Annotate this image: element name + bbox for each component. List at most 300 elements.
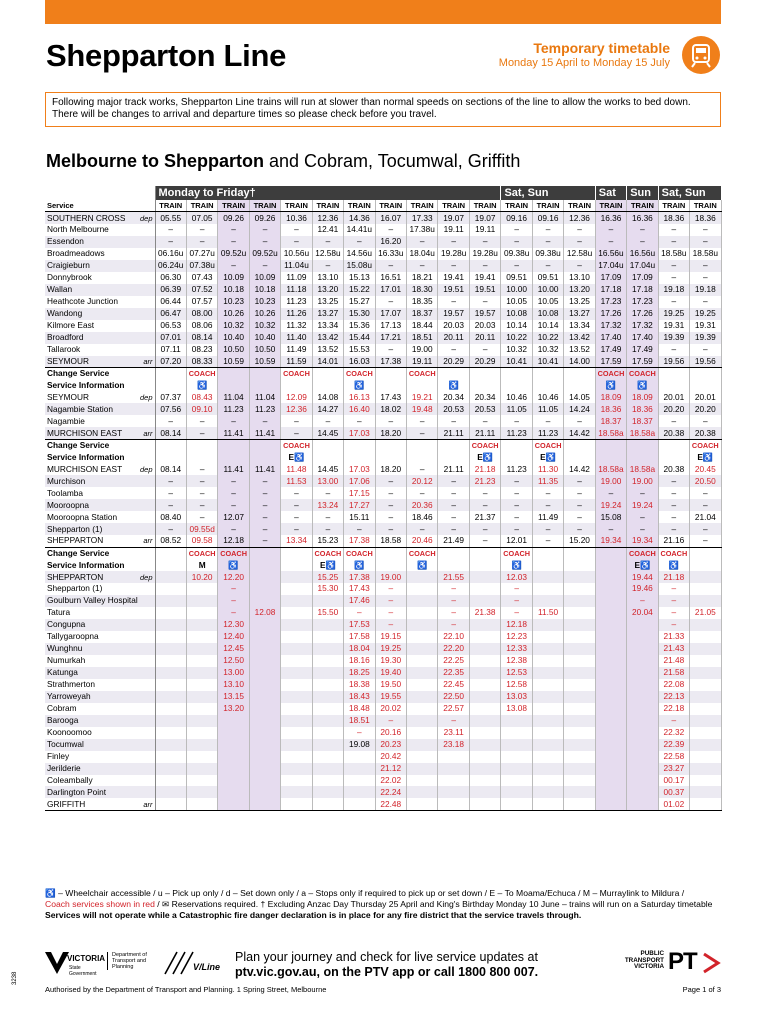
time-cell: 20.45 — [690, 463, 721, 475]
time-cell — [564, 643, 595, 655]
time-cell: 11.49 — [281, 344, 312, 356]
time-cell: – — [658, 619, 689, 631]
time-cell — [595, 619, 626, 631]
time-cell — [155, 619, 186, 631]
timetable-row — [45, 224, 721, 236]
time-cell: 11.41 — [218, 427, 249, 439]
time-cell — [469, 775, 501, 787]
time-cell: – — [658, 224, 689, 236]
time-cell — [690, 559, 721, 571]
legend-line: ♿ – Wheelchair accessible / u – Pick up only / d – Set down only / a – Stops only if required to pick up or set down / E – To Moama/Echuca / M – Murraylink to Mildura / — [45, 888, 685, 898]
time-cell — [407, 643, 438, 655]
timetable-row — [45, 739, 721, 751]
time-cell: 12.45 — [218, 643, 249, 655]
timetable-row — [45, 332, 721, 344]
time-cell: – — [658, 511, 689, 523]
time-cell: 19.18 — [690, 284, 721, 296]
time-cell: 21.11 — [438, 427, 469, 439]
time-cell: ♿ — [186, 380, 217, 392]
time-cell: 19.57 — [438, 308, 469, 320]
time-cell — [469, 691, 501, 703]
time-cell — [312, 679, 343, 691]
time-cell — [186, 798, 217, 810]
time-cell — [407, 571, 438, 583]
time-cell — [218, 380, 249, 392]
time-cell: 17.23 — [627, 296, 658, 308]
station-name — [45, 296, 155, 308]
time-cell — [690, 380, 721, 392]
time-cell: – — [438, 415, 469, 427]
timetable-row — [45, 775, 721, 787]
station-name — [45, 475, 155, 487]
time-cell: COACH — [501, 547, 532, 559]
time-cell: – — [501, 475, 532, 487]
time-cell: – — [564, 511, 595, 523]
time-cell: COACH — [407, 368, 438, 380]
time-cell — [532, 739, 563, 751]
time-cell — [501, 798, 532, 810]
time-cell: 15.44 — [344, 332, 375, 344]
time-cell: – — [438, 475, 469, 487]
time-cell: 12.20 — [218, 571, 249, 583]
time-cell — [249, 643, 280, 655]
time-cell: – — [155, 487, 186, 499]
time-cell — [186, 703, 217, 715]
time-cell — [155, 547, 186, 559]
time-cell: – — [375, 715, 406, 727]
time-cell: 10.56u — [281, 248, 312, 260]
arr-dep-label: dep — [139, 213, 153, 223]
time-cell: 18.58a — [627, 427, 658, 439]
timetable-row — [45, 798, 721, 810]
time-cell: – — [438, 523, 469, 535]
time-cell — [407, 631, 438, 643]
time-cell: – — [532, 260, 563, 272]
time-cell: – — [469, 487, 501, 499]
time-cell: 09.26 — [249, 212, 280, 224]
time-cell: 12.58u — [312, 248, 343, 260]
time-cell: 18.35 — [407, 296, 438, 308]
time-cell — [690, 703, 721, 715]
time-cell: – — [690, 487, 721, 499]
time-cell — [155, 703, 186, 715]
station-label: Kilmore East — [47, 320, 95, 331]
time-cell — [627, 751, 658, 763]
time-cell — [564, 607, 595, 619]
time-cell: 17.43 — [375, 392, 406, 404]
time-cell: 11.05 — [501, 403, 532, 415]
time-cell: – — [312, 260, 343, 272]
time-cell — [344, 786, 375, 798]
timetable-row — [45, 487, 721, 499]
time-cell: COACH — [407, 547, 438, 559]
station-name — [45, 631, 155, 643]
time-cell: TRAIN — [249, 200, 280, 212]
time-cell: 22.35 — [438, 667, 469, 679]
vline-text: V/Line — [193, 962, 221, 972]
time-cell — [312, 798, 343, 810]
time-cell: 11.04 — [249, 392, 280, 404]
station-label: Nagambie — [47, 415, 85, 426]
time-cell — [249, 775, 280, 787]
time-cell: TRAIN — [595, 200, 626, 212]
time-cell: 19.48 — [407, 403, 438, 415]
time-cell: TRAIN — [344, 200, 375, 212]
time-cell — [469, 368, 501, 380]
time-cell — [312, 619, 343, 631]
time-cell: 18.51 — [344, 715, 375, 727]
time-cell: M — [186, 559, 217, 571]
time-cell: 12.18 — [501, 619, 532, 631]
time-cell: – — [407, 236, 438, 248]
time-cell — [532, 583, 563, 595]
time-cell: E♿ — [312, 559, 343, 571]
time-cell: 14.42 — [564, 463, 595, 475]
time-cell — [469, 751, 501, 763]
time-cell — [218, 451, 249, 463]
time-cell — [627, 691, 658, 703]
time-cell — [249, 439, 280, 451]
time-cell — [595, 595, 626, 607]
station-label: SEYMOUR — [47, 355, 89, 366]
time-cell: 19.00 — [375, 571, 406, 583]
time-cell: 20.38 — [658, 427, 689, 439]
fire-notice — [45, 910, 721, 921]
time-cell: – — [438, 619, 469, 631]
time-cell — [595, 439, 626, 451]
time-cell: TRAIN — [186, 200, 217, 212]
time-cell: 11.23 — [501, 427, 532, 439]
time-cell: – — [438, 607, 469, 619]
time-cell: 11.23 — [501, 463, 532, 475]
plan-journey-text — [235, 950, 538, 980]
time-cell — [407, 751, 438, 763]
time-cell — [407, 607, 438, 619]
time-cell: 12.30 — [218, 619, 249, 631]
time-cell: TRAIN — [155, 200, 186, 212]
station-label: Wandong — [47, 308, 83, 319]
time-cell: – — [344, 415, 375, 427]
station-label: Nagambie Station — [47, 403, 113, 414]
time-cell: 15.11 — [344, 511, 375, 523]
time-cell — [595, 775, 626, 787]
time-cell — [186, 619, 217, 631]
coach-red-note: Coach services shown in red — [45, 899, 155, 909]
time-cell: – — [155, 224, 186, 236]
time-cell: 13.00 — [312, 475, 343, 487]
time-cell: 06.30 — [155, 272, 186, 284]
time-cell: E♿ — [469, 451, 501, 463]
timetable-row — [45, 368, 721, 380]
time-cell — [595, 451, 626, 463]
time-cell: – — [281, 499, 312, 511]
time-cell: 16.20 — [375, 236, 406, 248]
time-cell: 18.44 — [407, 320, 438, 332]
time-cell — [155, 439, 186, 451]
time-cell: 17.06 — [344, 475, 375, 487]
time-cell — [186, 583, 217, 595]
time-cell — [532, 547, 563, 559]
time-cell: 18.36 — [627, 403, 658, 415]
time-cell — [281, 571, 312, 583]
timetable-row — [45, 427, 721, 439]
time-cell: 19.34 — [627, 535, 658, 547]
time-cell: 18.30 — [407, 284, 438, 296]
time-cell — [281, 583, 312, 595]
time-cell: 20.12 — [407, 475, 438, 487]
time-cell: – — [407, 523, 438, 535]
time-cell: COACH — [469, 439, 501, 451]
time-cell: – — [501, 511, 532, 523]
time-cell — [469, 739, 501, 751]
time-cell: 20.34 — [469, 392, 501, 404]
time-cell: TRAIN — [627, 200, 658, 212]
time-cell — [501, 739, 532, 751]
time-cell — [186, 595, 217, 607]
time-cell — [532, 679, 563, 691]
station-name — [45, 786, 155, 798]
time-cell: 16.03 — [344, 356, 375, 368]
time-cell: 20.50 — [690, 475, 721, 487]
station-label: SHEPPARTON — [47, 535, 104, 546]
station-label: Strathmerton — [47, 679, 95, 690]
station-label: SEYMOUR — [47, 391, 89, 402]
time-cell — [627, 786, 658, 798]
time-cell: 06.44 — [155, 296, 186, 308]
time-cell — [469, 595, 501, 607]
time-cell — [186, 775, 217, 787]
time-cell: 06.47 — [155, 308, 186, 320]
time-cell: – — [501, 415, 532, 427]
time-cell: 19.57 — [469, 308, 501, 320]
station-label: Heathcote Junction — [47, 296, 119, 307]
time-cell — [407, 703, 438, 715]
timetable-row — [45, 619, 721, 631]
time-cell: 08.14 — [155, 463, 186, 475]
plan-line-2: ptv.vic.gov.au, on the PTV app or call 1800 800 007. — [235, 965, 539, 979]
time-cell — [155, 667, 186, 679]
time-cell: 22.25 — [438, 655, 469, 667]
time-cell: E♿ — [532, 451, 563, 463]
time-cell — [407, 739, 438, 751]
station-label: Service Information — [47, 559, 125, 570]
time-cell — [281, 595, 312, 607]
time-cell: – — [690, 296, 721, 308]
station-name — [45, 427, 155, 439]
time-cell: – — [658, 475, 689, 487]
time-cell: 20.23 — [375, 739, 406, 751]
time-cell: 10.46 — [501, 392, 532, 404]
time-cell — [501, 380, 532, 392]
time-cell — [281, 667, 312, 679]
time-cell: 09.16 — [532, 212, 563, 224]
time-cell — [249, 380, 280, 392]
time-cell: – — [658, 236, 689, 248]
time-cell: 14.36 — [344, 212, 375, 224]
time-cell: 17.38 — [375, 356, 406, 368]
time-cell: 17.27 — [344, 499, 375, 511]
page-title: Shepparton Line — [46, 38, 287, 73]
time-cell: – — [281, 224, 312, 236]
station-label: Change Service — [47, 368, 110, 379]
time-cell — [469, 798, 501, 810]
time-cell: TRAIN — [564, 200, 595, 212]
time-cell — [155, 583, 186, 595]
time-cell: – — [249, 487, 280, 499]
time-cell: 11.41 — [249, 463, 280, 475]
time-cell: – — [218, 224, 249, 236]
time-cell: 13.03 — [501, 691, 532, 703]
time-cell — [532, 715, 563, 727]
time-cell — [595, 691, 626, 703]
time-cell: 18.38 — [344, 679, 375, 691]
time-cell: 09.51 — [532, 272, 563, 284]
time-cell: 20.42 — [375, 751, 406, 763]
time-cell — [155, 631, 186, 643]
time-cell: ♿ — [627, 380, 658, 392]
time-cell: 17.09 — [627, 272, 658, 284]
station-label: Barooga — [47, 715, 79, 726]
time-cell: E♿ — [690, 451, 721, 463]
time-cell — [281, 655, 312, 667]
time-cell — [344, 451, 375, 463]
time-cell: – — [564, 415, 595, 427]
time-cell — [690, 715, 721, 727]
time-cell: 16.51 — [375, 272, 406, 284]
time-cell: – — [438, 236, 469, 248]
time-cell: 12.36 — [281, 403, 312, 415]
time-cell: 18.20 — [375, 463, 406, 475]
station-label: Tatura — [47, 607, 71, 618]
time-cell: 11.18 — [281, 284, 312, 296]
time-cell: 14.08 — [312, 392, 343, 404]
time-cell: 18.36 — [658, 212, 689, 224]
time-cell: 08.40 — [155, 511, 186, 523]
time-cell — [186, 667, 217, 679]
time-cell: 19.24 — [595, 499, 626, 511]
time-cell — [595, 631, 626, 643]
time-cell: 15.50 — [312, 607, 343, 619]
time-cell: 11.26 — [281, 308, 312, 320]
time-cell: 11.41 — [218, 463, 249, 475]
time-cell: 08.14 — [155, 427, 186, 439]
time-cell: – — [375, 523, 406, 535]
time-cell — [564, 739, 595, 751]
time-cell: 13.10 — [312, 272, 343, 284]
station-label: Wunghnu — [47, 643, 83, 654]
station-name — [45, 332, 155, 344]
time-cell: – — [438, 344, 469, 356]
time-cell — [627, 667, 658, 679]
time-cell: 20.16 — [375, 727, 406, 739]
ptv-victoria: VICTORIA — [634, 963, 664, 970]
time-cell: 21.49 — [438, 535, 469, 547]
time-cell — [501, 786, 532, 798]
time-cell — [469, 727, 501, 739]
station-label: Tallarook — [47, 344, 81, 355]
time-cell — [249, 619, 280, 631]
time-cell: 19.41 — [438, 272, 469, 284]
time-cell — [186, 655, 217, 667]
time-cell: – — [218, 607, 249, 619]
time-cell — [186, 643, 217, 655]
time-cell: 10.23 — [218, 296, 249, 308]
time-cell — [407, 775, 438, 787]
time-cell — [564, 667, 595, 679]
station-label: Broadford — [47, 332, 84, 343]
time-cell: 13.24 — [312, 499, 343, 511]
station-label: Mooroopna Station — [47, 511, 118, 522]
timetable-row — [45, 786, 721, 798]
time-cell: 14.45 — [312, 427, 343, 439]
time-cell — [375, 451, 406, 463]
time-cell — [249, 631, 280, 643]
time-cell — [312, 380, 343, 392]
time-cell — [407, 798, 438, 810]
time-cell: – — [249, 511, 280, 523]
time-cell — [312, 786, 343, 798]
time-cell: 13.25 — [564, 296, 595, 308]
time-cell — [501, 368, 532, 380]
time-cell — [438, 451, 469, 463]
time-cell: 17.26 — [595, 308, 626, 320]
time-cell: 20.11 — [438, 332, 469, 344]
time-cell — [312, 703, 343, 715]
time-cell: – — [218, 583, 249, 595]
time-cell: 13.34 — [312, 320, 343, 332]
timetable-row — [45, 248, 721, 260]
time-cell — [312, 751, 343, 763]
time-cell: 13.15 — [218, 691, 249, 703]
time-cell: 12.40 — [218, 631, 249, 643]
time-cell — [249, 715, 280, 727]
time-cell — [438, 798, 469, 810]
time-cell: 13.20 — [564, 284, 595, 296]
time-cell: 08.23 — [186, 344, 217, 356]
time-cell: 10.32 — [218, 320, 249, 332]
time-cell: 19.51 — [438, 284, 469, 296]
time-cell: COACH — [690, 439, 721, 451]
time-cell: 08.52 — [155, 535, 186, 547]
time-cell: 17.18 — [595, 284, 626, 296]
station-name — [45, 715, 155, 727]
time-cell: 20.02 — [375, 703, 406, 715]
time-cell — [690, 739, 721, 751]
time-cell — [564, 775, 595, 787]
time-cell: 18.25 — [344, 667, 375, 679]
time-cell: 17.15 — [344, 487, 375, 499]
time-cell: 19.56 — [658, 356, 689, 368]
timetable-row — [45, 403, 721, 415]
time-cell: – — [186, 511, 217, 523]
time-cell: – — [438, 260, 469, 272]
station-label: Yarroweyah — [47, 691, 91, 702]
time-cell: 17.33 — [407, 212, 438, 224]
time-cell — [407, 763, 438, 775]
time-cell — [281, 547, 312, 559]
time-cell — [281, 727, 312, 739]
time-cell: 18.37 — [627, 415, 658, 427]
time-cell: – — [469, 296, 501, 308]
timetable-row — [45, 380, 721, 392]
timetable-row — [45, 715, 721, 727]
time-cell: – — [218, 260, 249, 272]
time-cell: – — [532, 523, 563, 535]
time-cell: 19.46 — [627, 583, 658, 595]
time-cell: 22.48 — [375, 798, 406, 810]
time-cell — [627, 763, 658, 775]
time-cell: – — [627, 487, 658, 499]
